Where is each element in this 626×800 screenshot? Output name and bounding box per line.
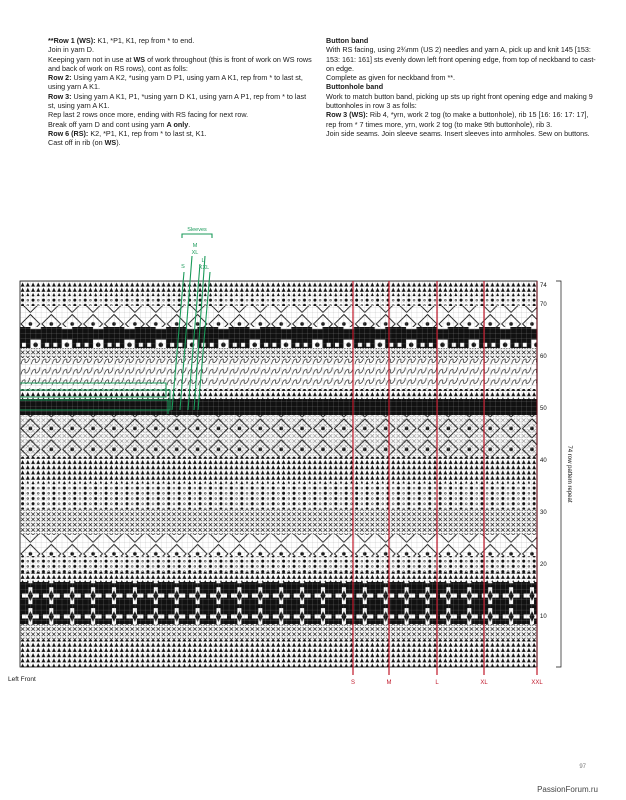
chart-grid: [20, 281, 537, 667]
break-a: Break off yarn D and cont using yarn: [48, 119, 167, 129]
sleeve-size-l: L: [201, 258, 205, 264]
buttonhole-band-text: Work to match button band, picking up sts up right front opening edge and making 9 buttonholes in row 3 as folls:: [326, 91, 593, 111]
cast-b: WS: [104, 138, 117, 148]
sleeves-bracket: [182, 234, 212, 238]
row-label-20: 20: [540, 562, 547, 568]
site-watermark: PassionForum.ru: [537, 785, 598, 794]
size-label-s: S: [350, 680, 356, 686]
buttonhole-row3-label: Row 3 (WS):: [326, 110, 368, 120]
row-label-60: 60: [540, 354, 547, 360]
row6-label: Row 6 (RS):: [48, 128, 89, 138]
keeping-a: Keeping yarn not in use at: [48, 54, 134, 64]
row-number-axis: [537, 281, 547, 667]
sleeve-size-m: M: [192, 243, 198, 249]
row-label-30: 30: [540, 510, 547, 516]
row3-label: Row 3:: [48, 91, 72, 101]
break-b: A only: [166, 119, 189, 129]
repeat-label: 74 row pattern repeat: [566, 445, 572, 503]
row-label-40: 40: [540, 458, 547, 464]
finishing-text: Join side seams. Join sleeve seams. Insert sleeves into armholes. Sew on buttons.: [326, 128, 590, 138]
row2-label: Row 2:: [48, 73, 72, 83]
row-label-50: 50: [540, 406, 547, 412]
keeping-c: of work throughout (this is front of work on WS rows and back of work on RS rows), cont as folls:: [48, 54, 312, 73]
sleeve-size-s: S: [181, 264, 185, 270]
sleeve-size-xxl: XXL: [198, 265, 210, 271]
repeat-line: Rep last 2 rows once more, ending with RS facing for next row.: [48, 110, 249, 120]
sleeves-label: Sleeves: [187, 227, 207, 233]
break-c: .: [188, 119, 191, 129]
repeat-bracket-line: [556, 281, 561, 667]
join-yarn-line: Join in yarn D.: [48, 45, 94, 55]
button-band-text: With RS facing, using 2¾mm (US 2) needles and yarn A, pick up and knit 145 [153: 153: 161: 161] sts evenly down left front opening edge, from top of neckband to cast-on edge.: [326, 45, 596, 73]
row-label-10: 10: [540, 614, 547, 620]
row-label-70: 70: [540, 302, 547, 308]
size-label-l: L: [435, 680, 439, 686]
page-number: 97: [579, 764, 586, 770]
sleeve-size-xl: XL: [191, 250, 199, 256]
row1-label: **Row 1 (WS):: [48, 36, 96, 45]
repeat-bracket: [556, 281, 561, 667]
button-band-title: Button band: [326, 36, 369, 45]
row1-text: K1, *P1, K1, rep from * to end.: [95, 36, 195, 45]
buttonhole-band-title: Buttonhole band: [326, 82, 384, 92]
size-label-xxl: XXL: [531, 680, 543, 686]
buttonhole-row3-text: Rib 4, *yrn, work 2 tog (to make a buttonhole), rib 15 [16: 16: 17: 17], rep from * 7 times more, yrn, work 2 tog (to make 9th buttonhole), rib 3.: [326, 110, 589, 129]
size-label-m: M: [386, 680, 392, 686]
left-front-label: Left Front: [8, 676, 36, 683]
cast-a: Cast off in rib (on: [48, 138, 105, 148]
button-band-complete: Complete as given for neckband from **.: [326, 73, 456, 83]
chart-body: [20, 281, 537, 667]
keeping-b: WS: [133, 54, 146, 64]
row2-text: Using yarn A K2, *using yarn D P1, using yarn A K1, rep from * to last st, using yarn A K1.: [48, 73, 303, 92]
row3-text: Using yarn A K1, P1, *using yarn D K1, using yarn A P1, rep from * to last st, using yarn A K1.: [48, 91, 307, 111]
cast-c: ).: [116, 138, 121, 148]
size-label-xl: XL: [480, 680, 488, 686]
row-label-74: 74: [540, 283, 547, 289]
row6-text: K2, *P1, K1, rep from * to last st, K1.: [88, 128, 207, 138]
